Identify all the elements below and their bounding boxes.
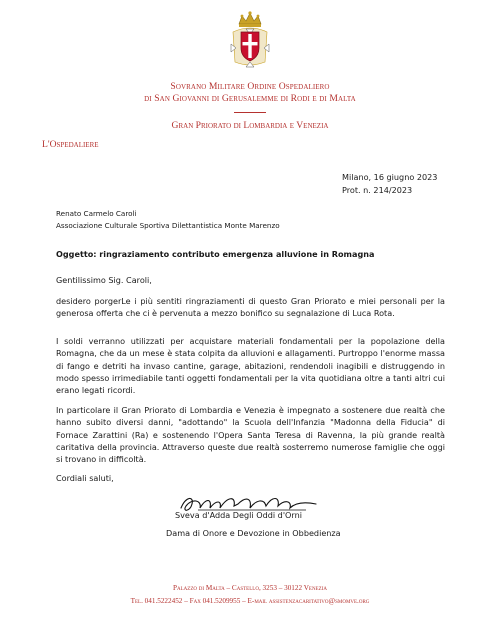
recipient-organization: Associazione Culturale Sportiva Dilettantistica Monte Marenzo: [56, 221, 280, 230]
order-crest-icon: [226, 10, 274, 70]
signer-name: Sveva d'Adda Degli Oddi d'Orni: [175, 510, 302, 520]
body-paragraph: In particolare il Gran Priorato di Lombardia e Venezia è impegnato a sostenere due realtà che hanno subito diversi danni, "adottando" la Scuola dell'Infanzia "Madonna della Fiducia" di Fornace Zarattini (Ra) e sostenendo l'Opera Santa Teresa di Ravenna, la più grande realtà caritativa della provincia. Attraverso queste due realtà sosterremo numerose famiglie che oggi si trovano in difficoltà.: [56, 405, 445, 465]
letterhead-priory: Gran Priorato di Lombardia e Venezia: [171, 120, 329, 131]
recipient-name: Renato Carmelo Caroli: [56, 209, 137, 218]
body-paragraph: I soldi verranno utilizzati per acquistare materiali fondamentali per la popolazione della Romagna, che da un mese è stata colpita da alluvioni e allagamenti. Purtroppo l'enorme massa di fango e detriti ha invaso cantine, garage, abitazioni, rendendoli inagibili e distruggendo in modo spesso irrimediabile tanti oggetti fondamentali per la vita quotidiana oltre a tanti altri cui erano legati ricordi.: [56, 336, 445, 396]
signer-title: Dama di Onore e Devozione in Obbedienza: [166, 528, 341, 538]
letterhead-order-name-line2: di San Giovanni di Gerusalemme di Rodi e di Malta: [144, 93, 356, 104]
place-date: Milano, 16 giugno 2023: [342, 172, 438, 182]
letterhead-divider: [234, 112, 266, 113]
letter-subject: Oggetto: ringraziamento contributo emergenza alluvione in Romagna: [56, 249, 375, 259]
recipient-block: [56, 208, 280, 232]
footer-contacts: Tel. 041.5222452 – Fax 041.5209955 – E-mail assistenzacaritativo@smomve.org: [130, 597, 370, 605]
letterhead-office: L'Ospedaliere: [42, 139, 99, 150]
protocol-number: Prot. n. 214/2023: [342, 185, 413, 195]
body-paragraph: desidero porgerLe i più sentiti ringraziamenti di questo Gran Priorato e miei personali per la generosa offerta che ci è pervenuta a mezzo bonifico su segnalazione di Luca Rota.: [56, 296, 445, 319]
salutation: Gentilissimo Sig. Caroli,: [56, 275, 152, 285]
letterhead-order-name: Sovrano Militare Ordine Ospedaliero: [170, 81, 330, 92]
date-block: [342, 171, 437, 197]
closing: Cordiali saluti,: [56, 473, 114, 483]
footer-address: Palazzo di Malta – Castello, 3253 – 30122 Venezia: [173, 584, 327, 592]
